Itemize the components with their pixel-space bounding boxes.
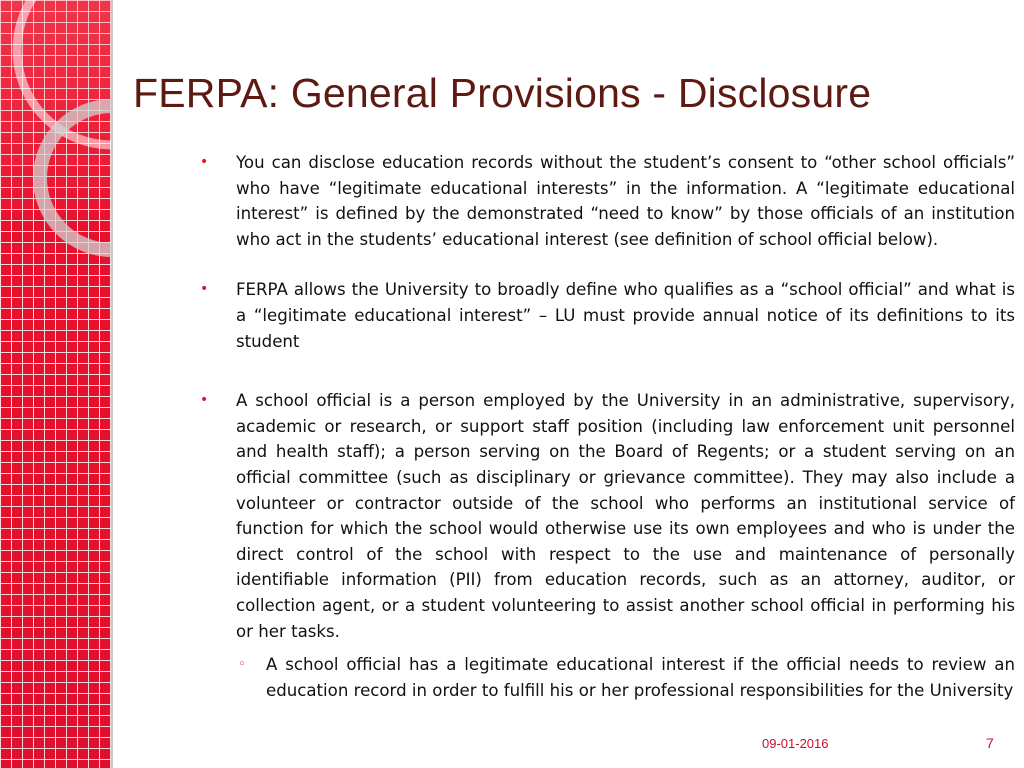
slide-title: FERPA: General Provisions - Disclosure bbox=[133, 70, 872, 116]
side-panel-divider bbox=[111, 0, 113, 768]
slide-content bbox=[195, 150, 1015, 703]
decorative-side-panel bbox=[0, 0, 113, 768]
bullet-dot-icon: • bbox=[200, 392, 209, 409]
bullet-item bbox=[195, 388, 1015, 644]
page-number: 7 bbox=[986, 735, 994, 751]
hollow-circle-icon: ◦ bbox=[238, 657, 246, 673]
sub-bullet-text: A school official has a legitimate educational interest if the official needs to review an education record in order to fulfill his or her professional responsibilities for the University bbox=[266, 655, 1015, 700]
bullet-dot-icon: • bbox=[200, 154, 209, 170]
bullet-item bbox=[195, 150, 1015, 252]
footer-date: 09-01-2016 bbox=[762, 736, 829, 751]
bullet-text: FERPA allows the University to broadly define who qualifies as a “school official” and what is a “legitimate educational interest” – LU must provide annual notice of its definitions to its student bbox=[236, 280, 1015, 351]
bullet-dot-icon: • bbox=[200, 281, 209, 298]
decorative-rings bbox=[0, 0, 113, 768]
sub-bullet-item bbox=[195, 652, 1015, 703]
bullet-item bbox=[195, 277, 1015, 354]
bullet-text: A school official is a person employed by the University in an administrative, supervisory, academic or research, or support staff position (including law enforcement unit personnel and health staff); a person serving on the Board of Regents; or a student serving on an official committee (such as disciplinary or grievance committee). They may also include a volunteer or contractor outside of the school who performs an institutional service of function for which the school would otherwise use its own employees and who is under the direct control of the school with respect to the use and maintenance of personally identifiable information (PII) from education records, such as an attorney, auditor, or collection agent, or a student volunteering to assist another school official in performing his or her tasks. bbox=[236, 391, 1015, 641]
bullet-text: You can disclose education records without the student’s consent to “other school officials” who have “legitimate educational interests” in the information. A “legitimate educational interest” is defined by the demonstrated “need to know” by those officials of an institution who act in the students’ educational interest (see definition of school official below). bbox=[236, 153, 1015, 249]
